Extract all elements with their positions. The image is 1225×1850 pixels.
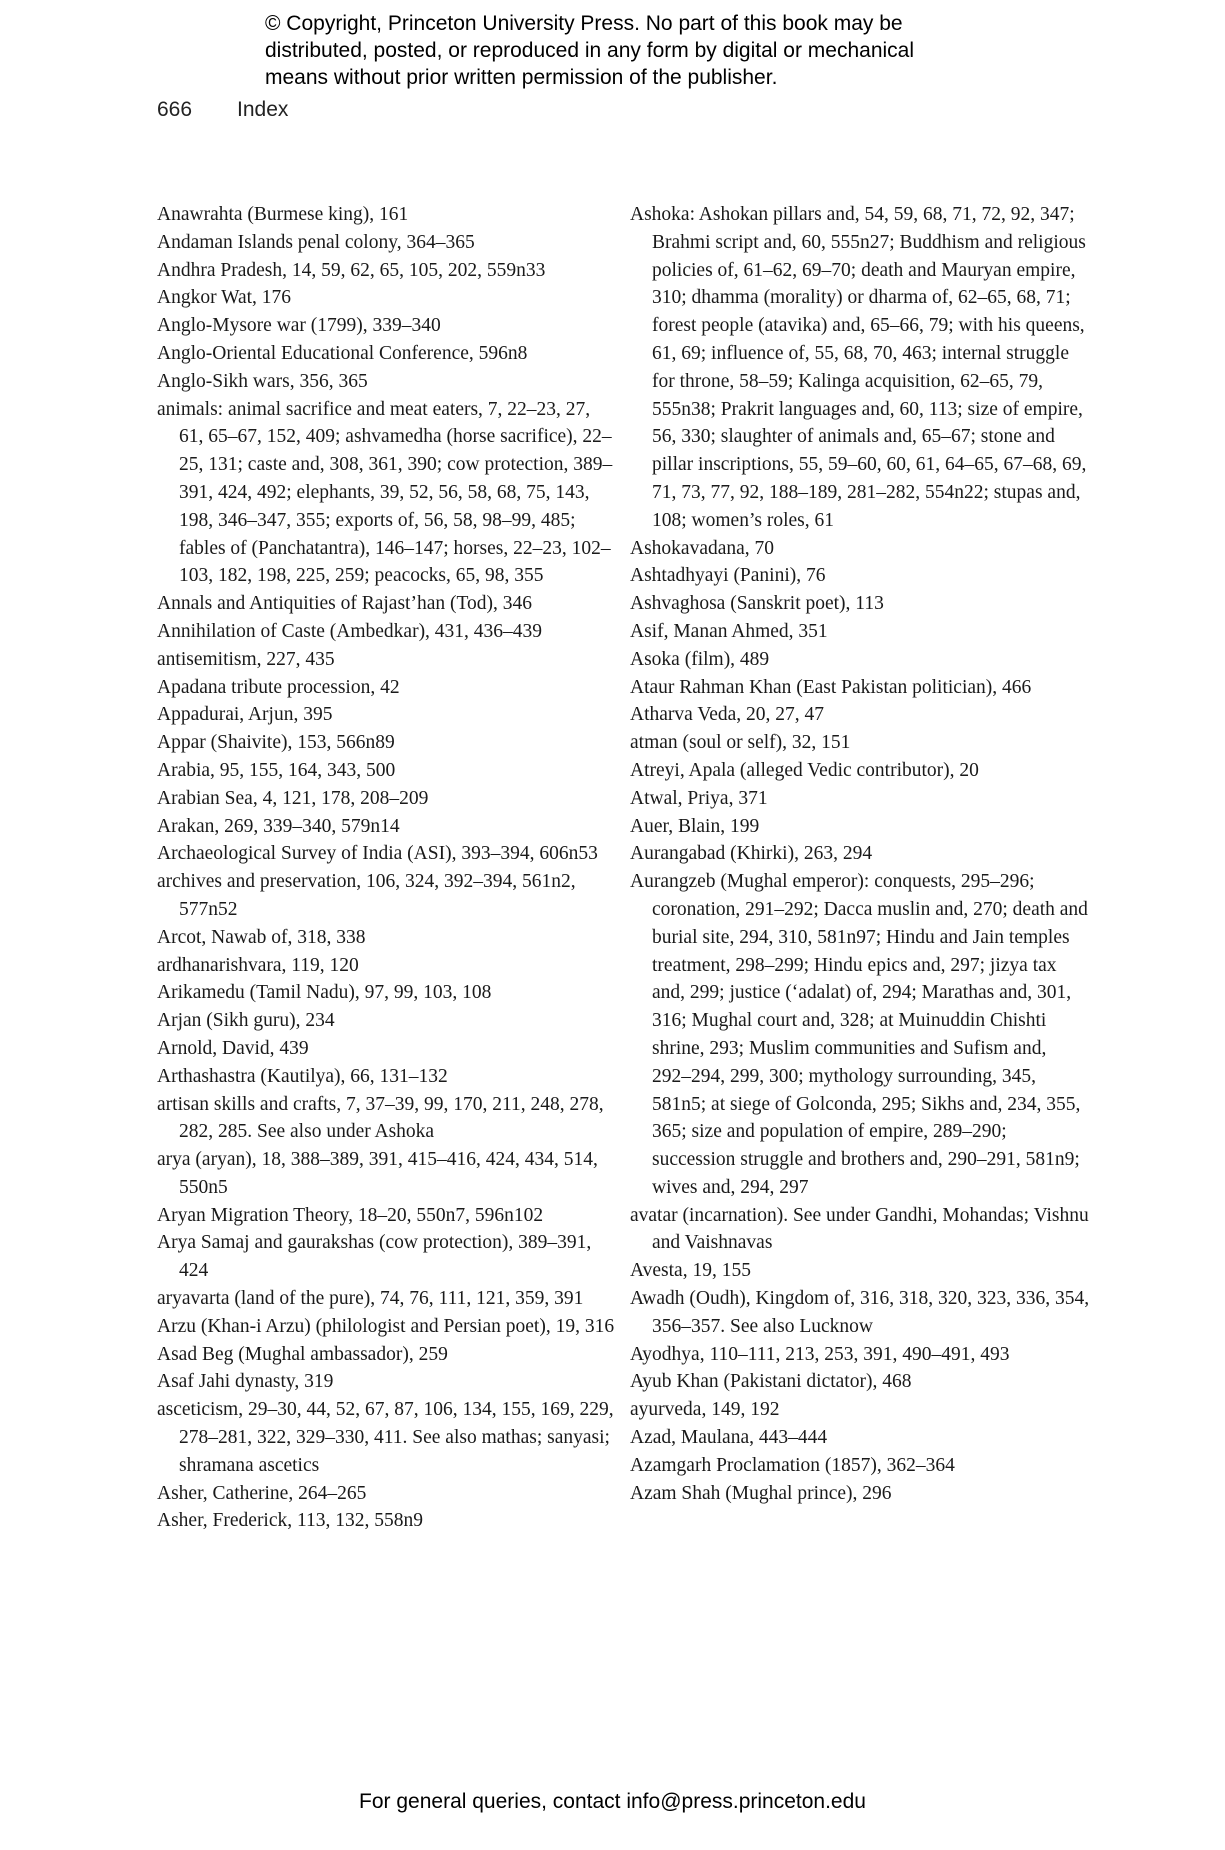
index-entry: avatar (incarnation). See under Gandhi, Mohandas; Vishnu and Vaishnavas [630, 1204, 1089, 1254]
index-entry: Andaman Islands penal colony, 364–365 [157, 231, 475, 253]
index-entry: Apadana tribute procession, 42 [157, 676, 400, 698]
index-entry: Arnold, David, 439 [157, 1037, 309, 1059]
index-entry: Arjan (Sikh guru), 234 [157, 1010, 335, 1032]
index-entry: Angkor Wat, 176 [157, 287, 292, 309]
index-entry: Anglo-Oriental Educational Conference, 596n8 [157, 342, 528, 364]
section-title: Index [237, 98, 289, 121]
index-entry: Anawrahta (Burmese king), 161 [157, 204, 409, 225]
index-entry: Anglo-Mysore war (1799), 339–340 [157, 315, 441, 337]
index-entry: Arabian Sea, 4, 121, 178, 208–209 [157, 787, 429, 809]
index-entry: Asaf Jahi dynasty, 319 [157, 1371, 334, 1393]
index-entry: Arakan, 269, 339–340, 579n14 [157, 815, 400, 837]
index-entry: Atreyi, Apala (alleged Vedic contributor), 20 [630, 759, 979, 781]
index-column-left [157, 201, 617, 1535]
index-entry: Ashtadhyayi (Panini), 76 [630, 565, 826, 587]
index-entry: Annals and Antiquities of Rajast’han (Tod), 346 [157, 593, 533, 615]
index-entry: Auer, Blain, 199 [630, 815, 760, 837]
index-column-right [630, 201, 1090, 1507]
index-entry: antisemitism, 227, 435 [157, 648, 335, 670]
index-entry: atman (soul or self), 32, 151 [630, 732, 851, 754]
index-entry: Atwal, Priya, 371 [630, 787, 768, 809]
index-entry: Awadh (Oudh), Kingdom of, 316, 318, 320, 323, 336, 354, 356–357. See also Lucknow [630, 1288, 1090, 1337]
index-entry: Annihilation of Caste (Ambedkar), 431, 436–439 [157, 620, 543, 642]
index-entry: Anglo-Sikh wars, 356, 365 [157, 370, 368, 392]
copyright-line: distributed, posted, or reproduced in any form by digital or mechanical [265, 39, 915, 62]
copyright-line: © Copyright, Princeton University Press. No part of this book may be [265, 12, 903, 35]
running-head [157, 98, 288, 122]
index-entry: Arya Samaj and gaurakshas (cow protection), 389–391, 424 [157, 1232, 592, 1282]
index-entry: Arcot, Nawab of, 318, 338 [157, 926, 366, 948]
index-entry: Arthashastra (Kautilya), 66, 131–132 [157, 1065, 448, 1087]
index-entry: Asher, Catherine, 264–265 [157, 1482, 367, 1504]
index-entry: ardhanarishvara, 119, 120 [157, 954, 359, 976]
index-entry: Arabia, 95, 155, 164, 343, 500 [157, 759, 396, 781]
index-entry: animals: animal sacrifice and meat eaters, 7, 22–23, 27, 61, 65–67, 152, 409; ashvamedha (horse sacrifice), 22–25, 131; caste and, 308, 361, 390; cow protection, 389–391, 424, 492; elephants, 39, 52, 56, 58, 68, 75, 143, 198, 346–347, 355; exports of, 56, 58, 98–99, 485; fables of (Panchatantra), 146–147; horses, 22–23, 102–103, 182, 198, 225, 259; peacocks, 65, 98, 355 [157, 398, 613, 587]
index-entry: Aryan Migration Theory, 18–20, 550n7, 596n102 [157, 1204, 544, 1226]
index-entry: Ataur Rahman Khan (East Pakistan politician), 466 [630, 676, 1032, 698]
index-entry: Asher, Frederick, 113, 132, 558n9 [157, 1510, 424, 1532]
index-entry: aryavarta (land of the pure), 74, 76, 111, 121, 359, 391 [157, 1288, 584, 1310]
index-entry: ayurveda, 149, 192 [630, 1399, 780, 1421]
index-entry: Aurangzeb (Mughal emperor): conquests, 295–296; coronation, 291–292; Dacca muslin and, 270; death and burial site, 294, 310, 581n97; Hindu and Jain temples treatment, 298–299; Hindu epics and, 297; jizya tax and, 299; justice (‘adalat) of, 294; Marathas and, 301, 316; Mughal court and, 328; at Muinuddin Chishti shrine, 293; Muslim communities and Sufism and, 292–294, 299, 300; mythology surrounding, 345, 581n5; at siege of Golconda, 295; Sikhs and, 234, 355, 365; size and population of empire, 289–290; succession struggle and brothers and, 290–291, 581n9; wives and, 294, 297 [630, 871, 1088, 1198]
index-entry: Appadurai, Arjun, 395 [157, 704, 333, 726]
index-entry: Ashoka: Ashokan pillars and, 54, 59, 68, 71, 72, 92, 347; Brahmi script and, 60, 555n27; Buddhism and religious policies of, 61–62, 69–70; death and Mauryan empire, 310; dhamma (morality) or dharma of, 62–65, 68, 71; forest people (atavika) and, 65–66, 79; with his queens, 61, 69; influence of, 55, 68, 70, 463; internal struggle for throne, 58–59; Kalinga acquisition, 62–65, 79, 555n38; Prakrit languages and, 60, 113; size of empire, 56, 330; slaughter of animals and, 65–67; stone and pillar inscriptions, 55, 59–60, 60, 61, 64–65, 67–68, 69, 71, 73, 77, 92, 188–189, 281–282, 554n22; stupas and, 108; women’s roles, 61 [630, 204, 1087, 531]
index-entry: Azad, Maulana, 443–444 [630, 1427, 828, 1449]
index-entry: Ashvaghosa (Sanskrit poet), 113 [630, 593, 884, 615]
index-entry: archives and preservation, 106, 324, 392–394, 561n2, 577n52 [157, 871, 576, 920]
index-entry: Archaeological Survey of India (ASI), 393–394, 606n53 [157, 843, 598, 865]
index-entry: Ashokavadana, 70 [630, 537, 775, 559]
index-entry: Ayub Khan (Pakistani dictator), 468 [630, 1371, 912, 1393]
index-entry: asceticism, 29–30, 44, 52, 67, 87, 106, 134, 155, 169, 229, 278–281, 322, 329–330, 411. See also mathas; sanyasi; shramana ascetics [157, 1399, 614, 1476]
index-entry: Andhra Pradesh, 14, 59, 62, 65, 105, 202, 559n33 [157, 259, 546, 281]
index-entry: Ayodhya, 110–111, 213, 253, 391, 490–491, 493 [630, 1343, 1010, 1365]
index-entry: Azamgarh Proclamation (1857), 362–364 [630, 1454, 955, 1476]
index-entry: Aurangabad (Khirki), 263, 294 [630, 843, 873, 865]
index-entry: Avesta, 19, 155 [630, 1260, 751, 1282]
index-entry: Appar (Shaivite), 153, 566n89 [157, 732, 395, 754]
index-entry: Asad Beg (Mughal ambassador), 259 [157, 1343, 448, 1365]
copyright-line: means without prior written permission of the publisher. [265, 66, 778, 89]
index-entry: arya (aryan), 18, 388–389, 391, 415–416, 424, 434, 514, 550n5 [157, 1149, 598, 1198]
index-entry: Arzu (Khan-i Arzu) (philologist and Persian poet), 19, 316 [157, 1315, 615, 1337]
index-entry: Atharva Veda, 20, 27, 47 [630, 704, 825, 726]
index-entry: Asif, Manan Ahmed, 351 [630, 620, 828, 642]
index-entry: Azam Shah (Mughal prince), 296 [630, 1482, 892, 1504]
copyright-notice [265, 10, 1025, 91]
index-entry: Arikamedu (Tamil Nadu), 97, 99, 103, 108 [157, 982, 492, 1004]
footer-contact: For general queries, contact info@press.princeton.edu [359, 1790, 866, 1813]
page-number: 666 [157, 98, 193, 121]
index-entry: artisan skills and crafts, 7, 37–39, 99, 170, 211, 248, 278, 282, 285. See also under Ashoka [157, 1093, 604, 1143]
index-entry: Asoka (film), 489 [630, 648, 770, 670]
